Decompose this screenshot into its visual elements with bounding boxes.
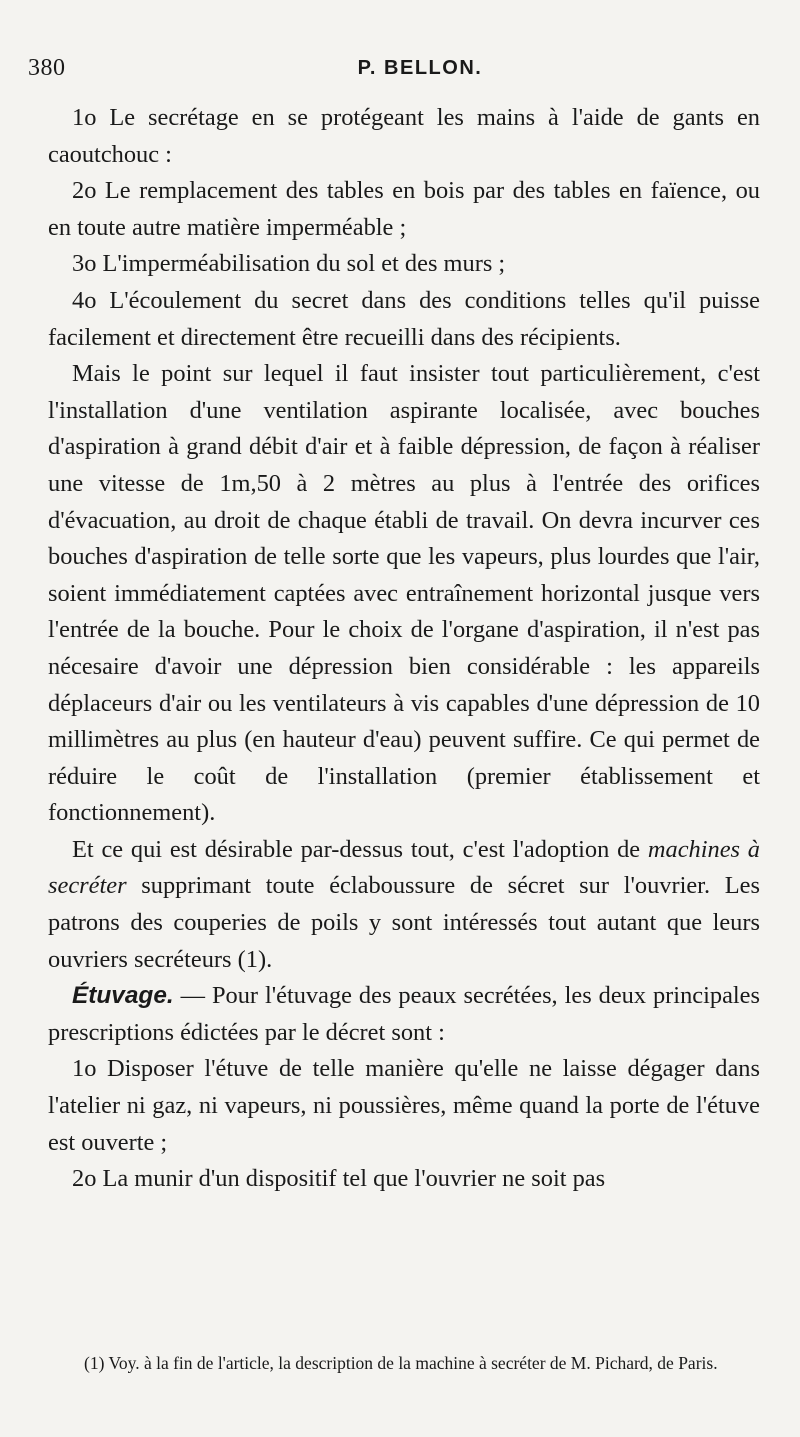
paragraph-etuvage xyxy=(48,978,760,1051)
list-item-3: 3o L'imperméabilisation du sol et des murs ; xyxy=(72,250,506,278)
paragraph-machines-start: Et ce qui est désirable par-dessus tout, c'est l'adoption de xyxy=(72,835,648,863)
paragraph-ventilation: Mais le point sur lequel il faut insister tout particulièrement, c'est l'installation d'une ventilation aspirante localisée, avec bouches d'aspiration à grand débit d'air et à faible dépression, de façon à réaliser une vitesse de 1m,50 à 2 mètres au plus à l'entrée des orifices d'évacuation, au droit de chaque établi de travail. On devra incurver ces bouches d'aspiration de telle sorte que les vapeurs, plus lourdes que l'air, soient immédiatement captées avec entraînement horizontal jusque vers l'entrée de la bouche. Pour le choix de l'organe d'aspiration, il n'est pas nécesaire d'avoir une dépression bien considérable : les appareils déplaceurs d'air ou les ventilateurs à vis capables d'une dépression de 10 millimètres au plus (en hauteur d'eau) peuvent suffire. Ce qui permet de réduire le coût de l'installation (premier établissement et fonctionnement). xyxy=(48,360,760,827)
etuvage-item-2: 2o La munir d'un dispositif tel que l'ouvrier ne soit pas xyxy=(72,1165,606,1193)
page-number: 380 xyxy=(28,55,66,81)
paragraph-machines-end: supprimant toute éclaboussure de sécret sur l'ouvrier. Les patrons des couperies de poils y sont intéressés tout autant que leurs ouvriers secréteurs (1). xyxy=(48,872,760,973)
footnote xyxy=(60,1350,760,1376)
footnote-text: (1) Voy. à la fin de l'article, la description de la machine à secréter de M. Pichard, de Paris. xyxy=(84,1353,718,1373)
list-item-4: 4o L'écoulement du secret dans des conditions telles qu'il puisse facilement et directement être recueilli dans des récipients. xyxy=(48,286,760,351)
body-text xyxy=(48,100,760,1198)
list-item-2: 2o Le remplacement des tables en bois par des tables en faïence, ou en toute autre matière imperméable ; xyxy=(48,177,760,241)
page-header xyxy=(28,55,772,91)
running-head: P. BELLON. xyxy=(357,57,483,79)
etuvage-item-1: 1o Disposer l'étuve de telle manière qu'elle ne laisse dégager dans l'atelier ni gaz, ni vapeurs, ni poussières, même quand la porte de l'étuve est ouverte ; xyxy=(48,1055,760,1156)
list-item-1: 1o Le secrétage en se protégeant les mains à l'aide de gants en caoutchouc : xyxy=(48,104,760,168)
paragraph-machines xyxy=(48,832,760,978)
emphasis-machines: machines à secréter xyxy=(48,835,760,900)
section-heading-etuvage: Étuvage. xyxy=(72,982,174,1010)
paragraph-etuvage-text: — Pour l'étuvage des peaux secrétées, les deux principales prescriptions édictées par le décret sont : xyxy=(48,982,760,1046)
